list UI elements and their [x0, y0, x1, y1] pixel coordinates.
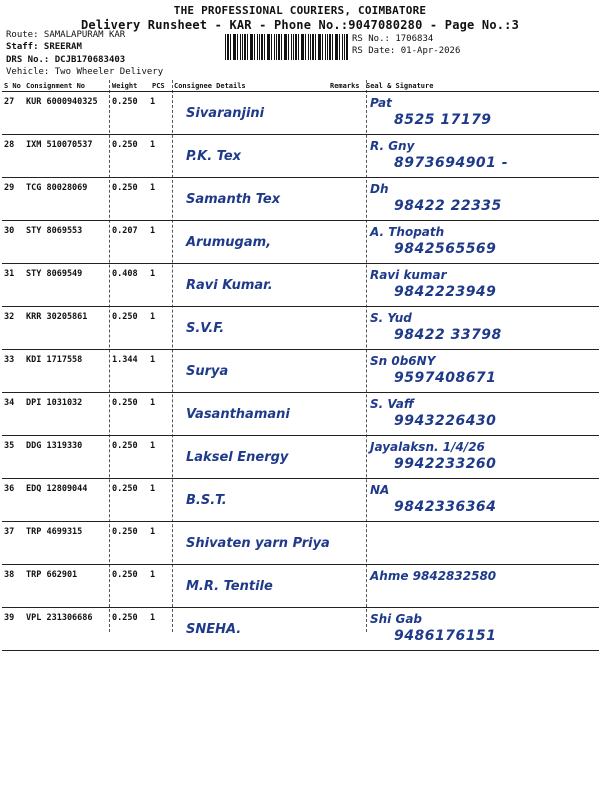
pieces-cell: [150, 135, 172, 178]
signature-line-1-cell: [364, 307, 599, 350]
serial-number-cell: [2, 178, 24, 221]
consignee-name-cell: [172, 350, 328, 393]
consignment-number-cell: [24, 92, 110, 135]
signature-line-1: NA: [370, 483, 390, 497]
consignment-number: STY 8069553: [26, 226, 83, 236]
signature-line-1: R. Gny: [370, 139, 415, 153]
serial-number: 33: [4, 355, 15, 365]
serial-number: 27: [4, 97, 15, 107]
weight-cell: [110, 264, 150, 307]
weight: 0.250: [112, 527, 138, 537]
consignment-number-cell: [24, 436, 110, 479]
consignee-name-cell: [172, 221, 328, 264]
pieces: 1: [150, 312, 156, 322]
weight-cell: [110, 522, 150, 565]
serial-number-cell: [2, 350, 24, 393]
consignee-name: M.R. Tentile: [186, 579, 273, 594]
table-row: [2, 436, 599, 479]
signature-line-2: 98422 33798: [394, 327, 502, 343]
consignee-name: SNEHA.: [186, 622, 242, 637]
consignee-name: P.K. Tex: [186, 149, 242, 164]
consignee-name: S.V.F.: [186, 321, 225, 336]
rs-date: RS Date: 01-Apr-2026: [352, 46, 461, 56]
remarks-cell: [328, 221, 364, 264]
runsheet-table: [2, 80, 599, 651]
consignment-number: VPL 231306686: [26, 613, 93, 623]
consignment-number-cell: [24, 307, 110, 350]
weight-cell: [110, 221, 150, 264]
signature-line-2: 9486176151: [394, 628, 497, 644]
consignment-number-cell: [24, 350, 110, 393]
signature-line-2: 8525 17179: [394, 112, 492, 128]
signature-line-1: Ravi kumar: [370, 268, 447, 282]
serial-number-cell: [2, 565, 24, 608]
consignment-number: KRR 30205861: [26, 312, 88, 322]
consignment-number: TRP 4699315: [26, 527, 83, 537]
remarks-cell: [328, 436, 364, 479]
signature-line-2: 9943226430: [394, 413, 497, 429]
signature-line-1: S. Vaff: [370, 397, 414, 411]
weight-cell: [110, 135, 150, 178]
remarks-cell: [328, 522, 364, 565]
weight-cell: [110, 436, 150, 479]
weight-cell: [110, 479, 150, 522]
table-row: [2, 264, 599, 307]
consignee-name-cell: [172, 565, 328, 608]
weight: 0.250: [112, 613, 138, 623]
signature-line-1: Sn 0b6NY: [370, 354, 436, 368]
signature-line-1: Ahme 9842832580: [370, 569, 497, 583]
consignee-name-cell: [172, 135, 328, 178]
pieces-cell: [150, 221, 172, 264]
remarks-cell: [328, 307, 364, 350]
remarks-cell: [328, 350, 364, 393]
signature-line-1-cell: [364, 393, 599, 436]
signature-line-1-cell: [364, 264, 599, 307]
consignment-number: STY 8069549: [26, 269, 83, 279]
consignment-number-cell: [24, 393, 110, 436]
weight-cell: [110, 393, 150, 436]
consignment-number: KUR 6000940325: [26, 97, 98, 107]
consignee-name: Vasanthamani: [186, 407, 290, 422]
pieces-cell: [150, 479, 172, 522]
serial-number-cell: [2, 135, 24, 178]
consignee-name: Ravi Kumar.: [186, 278, 273, 293]
table-header-row: [2, 80, 599, 92]
signature-line-2: 98422 22335: [394, 198, 502, 214]
table-row: [2, 178, 599, 221]
serial-number-cell: [2, 264, 24, 307]
serial-number: 30: [4, 226, 15, 236]
consignee-name-cell: [172, 522, 328, 565]
consignment-number: DPI 1031032: [26, 398, 83, 408]
remarks-cell: [328, 135, 364, 178]
pieces-cell: [150, 264, 172, 307]
serial-number-cell: [2, 92, 24, 135]
consignee-name-cell: [172, 264, 328, 307]
pieces-cell: [150, 350, 172, 393]
signature-line-1-cell: [364, 479, 599, 522]
serial-number: 34: [4, 398, 15, 408]
weight: 0.250: [112, 97, 138, 107]
col-seal: Seal & Signature: [364, 80, 599, 92]
consignment-number: EDQ 12809044: [26, 484, 88, 494]
signature-line-2: 9842223949: [394, 284, 497, 300]
pieces: 1: [150, 570, 156, 580]
consignment-number: TRP 662901: [26, 570, 78, 580]
serial-number: 36: [4, 484, 15, 494]
table-row: [2, 608, 599, 651]
signature-line-1-cell: [364, 436, 599, 479]
pieces-cell: [150, 307, 172, 350]
serial-number: 28: [4, 140, 15, 150]
table-row: [2, 565, 599, 608]
consignment-number-cell: [24, 608, 110, 651]
signature-line-2: 9842565569: [394, 241, 497, 257]
consignment-number-cell: [24, 522, 110, 565]
pieces: 1: [150, 441, 156, 451]
weight-cell: [110, 565, 150, 608]
company-title: THE PROFESSIONAL COURIERS, COIMBATORE: [173, 4, 427, 17]
signature-line-1-cell: [364, 522, 599, 565]
table-row: [2, 479, 599, 522]
serial-number: 29: [4, 183, 15, 193]
table-row: [2, 135, 599, 178]
col-sno: S No: [2, 80, 24, 92]
serial-number-cell: [2, 393, 24, 436]
col-weight: Weight: [110, 80, 150, 92]
weight: 0.250: [112, 183, 138, 193]
remarks-cell: [328, 92, 364, 135]
pieces: 1: [150, 355, 156, 365]
signature-line-2: 9942233260: [394, 456, 497, 472]
remarks-cell: [328, 565, 364, 608]
signature-line-1: Dh: [370, 182, 389, 196]
signature-line-1-cell: [364, 565, 599, 608]
pieces-cell: [150, 522, 172, 565]
drs-number: DRS No.: DCJB170683403: [6, 55, 126, 65]
consignee-name: Samanth Tex: [186, 192, 281, 207]
col-consignee: Consignee Details: [172, 80, 328, 92]
consignee-name-cell: [172, 178, 328, 221]
weight-cell: [110, 350, 150, 393]
remarks-cell: [328, 479, 364, 522]
weight-cell: [110, 178, 150, 221]
table-row: [2, 92, 599, 135]
remarks-cell: [328, 264, 364, 307]
signature-line-1-cell: [364, 608, 599, 651]
weight: 0.250: [112, 570, 138, 580]
consignee-name-cell: [172, 393, 328, 436]
barcode: [225, 34, 348, 60]
table-row: [2, 393, 599, 436]
serial-number: 39: [4, 613, 15, 623]
col-consignment: Consignment No: [24, 80, 110, 92]
weight: 0.250: [112, 312, 138, 322]
weight: 1.344: [112, 355, 138, 365]
serial-number: 31: [4, 269, 15, 279]
table-row: [2, 221, 599, 264]
consignment-number: DDG 1319330: [26, 441, 83, 451]
remarks-cell: [328, 608, 364, 651]
consignment-number: KDI 1717558: [26, 355, 83, 365]
pieces: 1: [150, 484, 156, 494]
signature-line-1: Jayalaksn. 1/4/26: [370, 440, 485, 454]
consignee-name: Surya: [186, 364, 229, 379]
pieces: 1: [150, 140, 156, 150]
consignee-name: Sivaranjini: [186, 106, 265, 121]
consignment-number: IXM 510070537: [26, 140, 93, 150]
consignee-name-cell: [172, 608, 328, 651]
serial-number-cell: [2, 608, 24, 651]
weight: 0.250: [112, 398, 138, 408]
weight-cell: [110, 608, 150, 651]
pieces: 1: [150, 398, 156, 408]
weight: 0.207: [112, 226, 138, 236]
signature-line-1-cell: [364, 350, 599, 393]
signature-line-2: 9842336364: [394, 499, 497, 515]
signature-line-2: 9597408671: [394, 370, 497, 386]
col-pcs: PCS: [150, 80, 172, 92]
pieces-cell: [150, 393, 172, 436]
route: Route: SAMALAPURAM KAR: [6, 30, 126, 40]
serial-number-cell: [2, 436, 24, 479]
consignee-name-cell: [172, 92, 328, 135]
weight: 0.250: [112, 484, 138, 494]
serial-number-cell: [2, 221, 24, 264]
consignee-name: Arumugam,: [186, 235, 272, 250]
signature-line-1: S. Yud: [370, 311, 412, 325]
consignment-number-cell: [24, 178, 110, 221]
pieces-cell: [150, 436, 172, 479]
remarks-cell: [328, 393, 364, 436]
staff: Staff: SREERAM: [6, 42, 82, 52]
rs-number: RS No.: 1706834: [352, 34, 434, 44]
serial-number-cell: [2, 479, 24, 522]
pieces: 1: [150, 269, 156, 279]
serial-number: 38: [4, 570, 15, 580]
consignment-number-cell: [24, 221, 110, 264]
consignee-name: Laksel Energy: [186, 450, 289, 465]
signature-line-1: Shi Gab: [370, 612, 423, 626]
table-row: [2, 350, 599, 393]
signature-line-1-cell: [364, 178, 599, 221]
vehicle: Vehicle: Two Wheeler Delivery: [6, 67, 164, 77]
serial-number: 35: [4, 441, 15, 451]
signature-line-1: A. Thopath: [370, 225, 445, 239]
table-row: [2, 307, 599, 350]
weight-cell: [110, 307, 150, 350]
consignee-name-cell: [172, 436, 328, 479]
consignee-name-cell: [172, 479, 328, 522]
table-row: [2, 522, 599, 565]
consignment-number-cell: [24, 135, 110, 178]
consignment-number-cell: [24, 565, 110, 608]
serial-number: 32: [4, 312, 15, 322]
consignee-name-cell: [172, 307, 328, 350]
pieces: 1: [150, 613, 156, 623]
weight: 0.250: [112, 441, 138, 451]
signature-line-1-cell: [364, 92, 599, 135]
col-remarks: Remarks: [328, 80, 364, 92]
pieces: 1: [150, 527, 156, 537]
weight: 0.250: [112, 140, 138, 150]
pieces: 1: [150, 183, 156, 193]
serial-number-cell: [2, 307, 24, 350]
signature-line-1: Pat: [370, 96, 392, 110]
signature-line-2: 8973694901 -: [394, 155, 509, 171]
signature-line-1-cell: [364, 135, 599, 178]
pieces: 1: [150, 97, 156, 107]
serial-number: 37: [4, 527, 15, 537]
weight: 0.408: [112, 269, 138, 279]
consignment-number-cell: [24, 479, 110, 522]
remarks-cell: [328, 178, 364, 221]
runsheet-title: Delivery Runsheet - KAR - Phone No.:9047080280 - Page No.:3: [80, 18, 520, 32]
serial-number-cell: [2, 522, 24, 565]
pieces: 1: [150, 226, 156, 236]
pieces-cell: [150, 565, 172, 608]
consignment-number: TCG 80028069: [26, 183, 88, 193]
consignee-name: B.S.T.: [186, 493, 227, 508]
signature-line-1-cell: [364, 221, 599, 264]
consignee-name: Shivaten yarn Priya: [186, 536, 330, 551]
pieces-cell: [150, 608, 172, 651]
consignment-number-cell: [24, 264, 110, 307]
pieces-cell: [150, 178, 172, 221]
weight-cell: [110, 92, 150, 135]
pieces-cell: [150, 92, 172, 135]
